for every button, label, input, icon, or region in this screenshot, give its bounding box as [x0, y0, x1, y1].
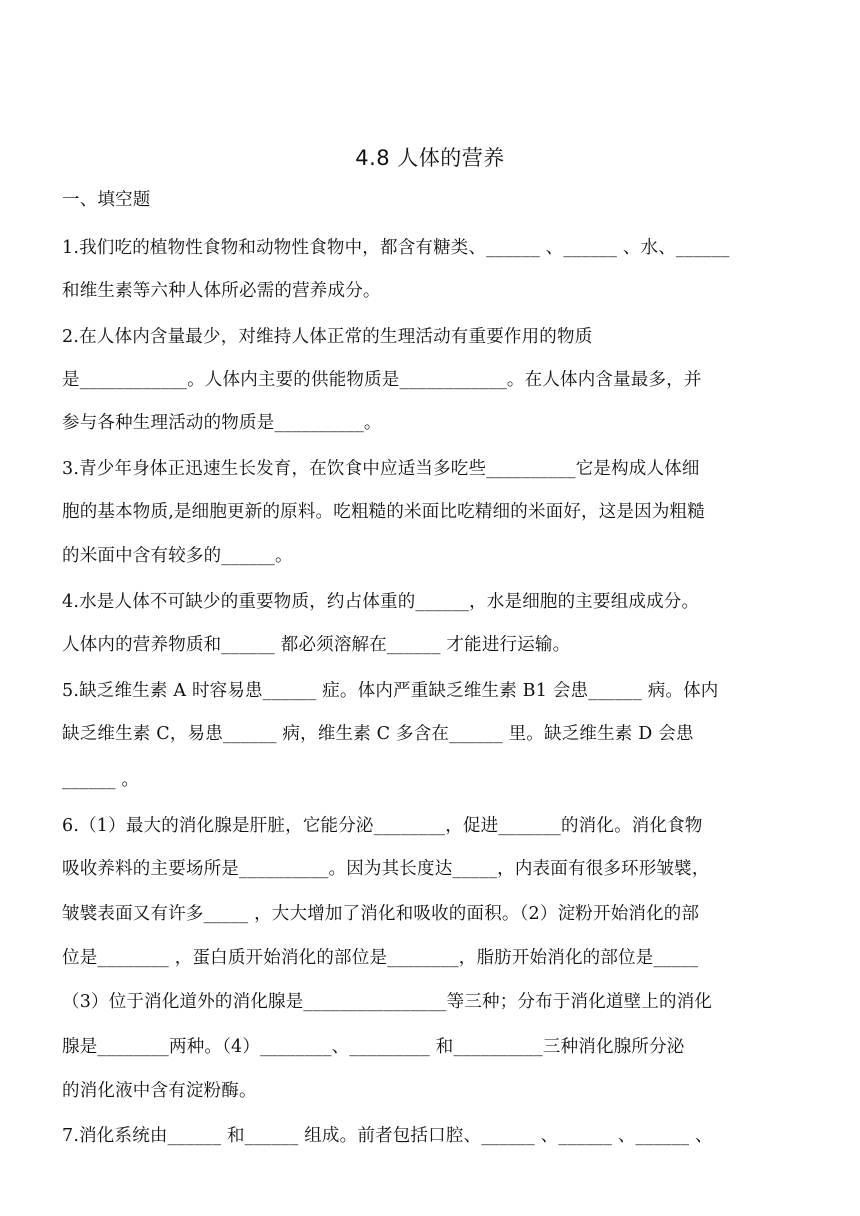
text-line: 缺乏维生素 C，易患______ 病，维生素 C 多含在______ 里。缺乏维生素 D 会患: [62, 724, 694, 744]
section-heading: 一、填空题: [62, 190, 151, 210]
text-line: 2.在人体内含量最少，对维持人体正常的生理活动有重要作用的物质: [62, 327, 593, 347]
text-line: 位是________ ，蛋白质开始消化的部位是________，脂肪开始消化的部位是_____: [62, 948, 699, 968]
text-line: 5.缺乏维生素 A 时容易患______ 症。体内严重缺乏维生素 B1 会患______ 病。体内: [62, 681, 719, 701]
text-line: 胞的基本物质,是细胞更新的原料。吃粗糙的米面比吃精细的米面好，这是因为粗糙: [62, 502, 705, 522]
text-line: 人体内的营养物质和______ 都必须溶解在______ 才能进行运输。: [62, 635, 571, 655]
text-line: 吸收养料的主要场所是__________。因为其长度达_____，内表面有很多环形皱襞，: [62, 859, 710, 879]
text-line: 和维生素等六种人体所必需的营养成分。: [62, 281, 381, 301]
text-line: 参与各种生理活动的物质是__________。: [62, 413, 382, 433]
text-line: 皱襞表面又有许多_____ ，大大增加了消化和吸收的面积。（2）淀粉开始消化的部: [62, 904, 700, 924]
text-line: 1.我们吃的植物性食物和动物性食物中，都含有糖类、______ 、______ 、水、______: [62, 238, 730, 258]
text-line: ______ 。: [62, 770, 140, 790]
text-line: （3）位于消化道外的消化腺是________________等三种；分布于消化道壁上的消化: [62, 992, 713, 1012]
text-line: 4.水是人体不可缺少的重要物质，约占体重的______，水是细胞的主要组成成分。: [62, 592, 700, 612]
text-line: 7.消化系统由______ 和______ 组成。前者包括口腔、______ 、______ 、______ 、: [62, 1126, 713, 1146]
text-line: 腺是________两种。（4）________、_________ 和__________三种消化腺所分泌: [62, 1037, 685, 1057]
text-line: 的消化液中含有淀粉酶。: [62, 1081, 257, 1101]
text-line: 是____________。人体内主要的供能物质是____________。在人体内含量最多，并: [62, 370, 702, 390]
text-line: 6.（1）最大的消化腺是肝脏，它能分泌________，促进_______的消化。消化食物: [62, 816, 703, 836]
document-title: 4.8 人体的营养: [355, 146, 505, 170]
text-line: 的米面中含有较多的______。: [62, 546, 293, 566]
text-line: 3.青少年身体正迅速生长发育，在饮食中应适当多吃些__________它是构成人体细: [62, 459, 700, 479]
